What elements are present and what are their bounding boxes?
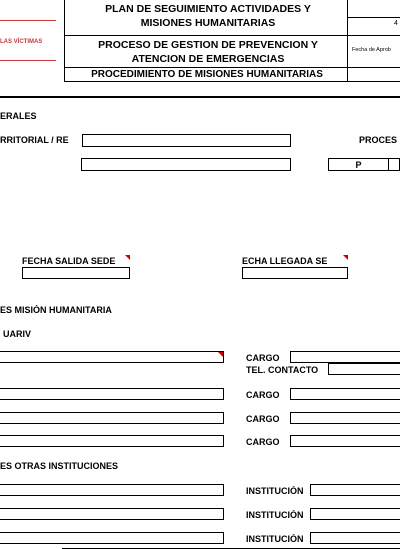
cargo-input-2[interactable] — [290, 388, 400, 400]
cargo-label: CARGO — [246, 390, 280, 400]
fecha-llegada-label: ECHA LLEGADA SE — [242, 256, 328, 266]
logo — [0, 0, 64, 82]
nombre-input-3[interactable] — [0, 412, 224, 424]
cargo-label: CARGO — [246, 414, 280, 424]
cargo-input-1[interactable] — [290, 351, 400, 363]
nombre-input-2[interactable] — [0, 388, 224, 400]
section-title-mision: ES MISIÓN HUMANITARIA — [0, 305, 112, 315]
fecha-aprobacion-label: Fecha de Aprob — [352, 47, 391, 53]
fecha-salida-label: FECHA SALIDA SEDE — [22, 256, 116, 266]
proceso-label: PROCES — [359, 135, 398, 145]
nombre-input-4[interactable] — [0, 435, 224, 447]
institucion-input-3[interactable] — [310, 532, 400, 544]
title-proceso: PROCESO DE GESTION DE PREVENCION Y ATENCION DE EMERGENCIAS — [98, 39, 318, 65]
cargo-input-4[interactable] — [290, 435, 400, 447]
cargo-input-3[interactable] — [290, 412, 400, 424]
tel-contacto-input[interactable] — [328, 363, 400, 375]
otras-nombre-input-2[interactable] — [0, 508, 224, 520]
title-procedimiento: PROCEDIMIENTO DE MISIONES HUMANITARIAS — [91, 69, 323, 80]
institucion-input-2[interactable] — [310, 508, 400, 520]
uariv-label: UARIV — [3, 329, 32, 339]
cargo-label: CARGO — [246, 437, 280, 447]
institucion-label: INSTITUCIÓN — [246, 486, 304, 496]
section-title-generales: ERALES — [0, 111, 37, 121]
fecha-salida-input[interactable] — [22, 267, 130, 279]
territorial-label: RRITORIAL / RE — [0, 135, 69, 145]
divider — [0, 96, 400, 98]
institucion-input-1[interactable] — [310, 484, 400, 496]
title-plan: PLAN DE SEGUIMIENTO ACTIVIDADES Y MISIONES HUMANITARIAS — [105, 3, 311, 29]
otras-nombre-input-1[interactable] — [0, 484, 224, 496]
cargo-label: CARGO — [246, 353, 280, 363]
p-label: P — [355, 160, 362, 170]
tel-contacto-label: TEL. CONTACTO — [246, 365, 319, 375]
comment-marker — [343, 255, 348, 260]
section-title-otras: ES OTRAS INSTITUCIONES — [0, 461, 119, 471]
otras-nombre-input-3[interactable] — [0, 532, 224, 544]
p-field-extra[interactable] — [389, 158, 400, 171]
nombre-input-1[interactable] — [0, 351, 224, 363]
header-side-char: 4 — [394, 20, 398, 27]
institucion-label: INSTITUCIÓN — [246, 534, 304, 544]
territorial-input[interactable] — [82, 134, 291, 147]
institucion-label: INSTITUCIÓN — [246, 510, 304, 520]
logo-text: LAS VÍCTIMAS — [0, 39, 43, 45]
fecha-llegada-input[interactable] — [242, 267, 348, 279]
comment-marker — [125, 255, 130, 260]
comment-marker — [218, 352, 223, 357]
general-input-2[interactable] — [81, 158, 291, 171]
